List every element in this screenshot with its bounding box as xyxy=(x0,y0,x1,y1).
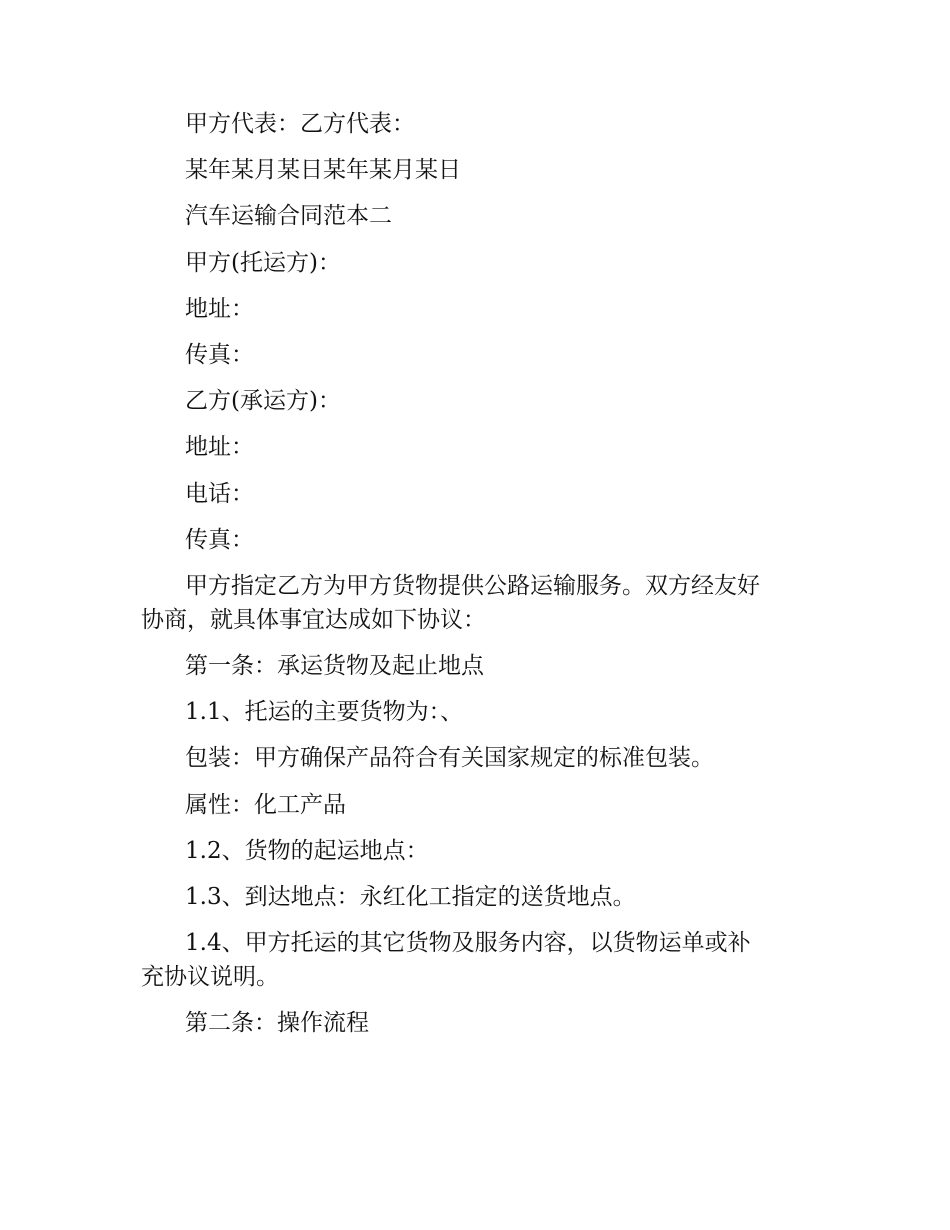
document-body xyxy=(141,107,811,1053)
party-a-address: 地址： xyxy=(185,295,254,322)
item-1-1: 1.1、托运的主要货物为：、 xyxy=(185,699,464,726)
intro-line-1: 甲方指定乙方为甲方货物提供公路运输服务。双方经友好 xyxy=(185,572,760,599)
attribute-line: 属性：化工产品 xyxy=(185,791,346,818)
party-b-label: 乙方(承运方)： xyxy=(185,388,341,415)
representatives-line: 甲方代表：乙方代表： xyxy=(185,111,415,137)
item-1-3: 1.3、到达地点：永红化工指定的送货地点。 xyxy=(185,884,636,910)
item-1-2: 1.2、货物的起运地点： xyxy=(185,837,429,864)
intro-line-2: 协商，就具体事宜达成如下协议： xyxy=(141,606,486,633)
intro-paragraph xyxy=(141,569,811,637)
party-a-label: 甲方(托运方)： xyxy=(185,249,341,276)
party-a-fax: 传真： xyxy=(185,341,254,368)
item-1-4 xyxy=(141,926,811,994)
party-b-phone: 电话： xyxy=(185,480,254,507)
section-1-title: 第一条：承运货物及起止地点 xyxy=(185,653,484,680)
packaging-line: 包装：甲方确保产品符合有关国家规定的标准包装。 xyxy=(185,745,714,772)
party-b-address: 地址： xyxy=(185,434,254,461)
section-2-title: 第二条：操作流程 xyxy=(185,1010,369,1037)
contract-title: 汽车运输合同范本二 xyxy=(185,203,392,230)
item-1-4-line-2: 充协议说明。 xyxy=(141,964,279,991)
item-1-4-line-1: 1.4、甲方托运的其它货物及服务内容，以货物运单或补 xyxy=(185,930,751,957)
date-line: 某年某月某日某年某月某日 xyxy=(185,157,461,184)
party-b-fax: 传真： xyxy=(185,526,254,553)
